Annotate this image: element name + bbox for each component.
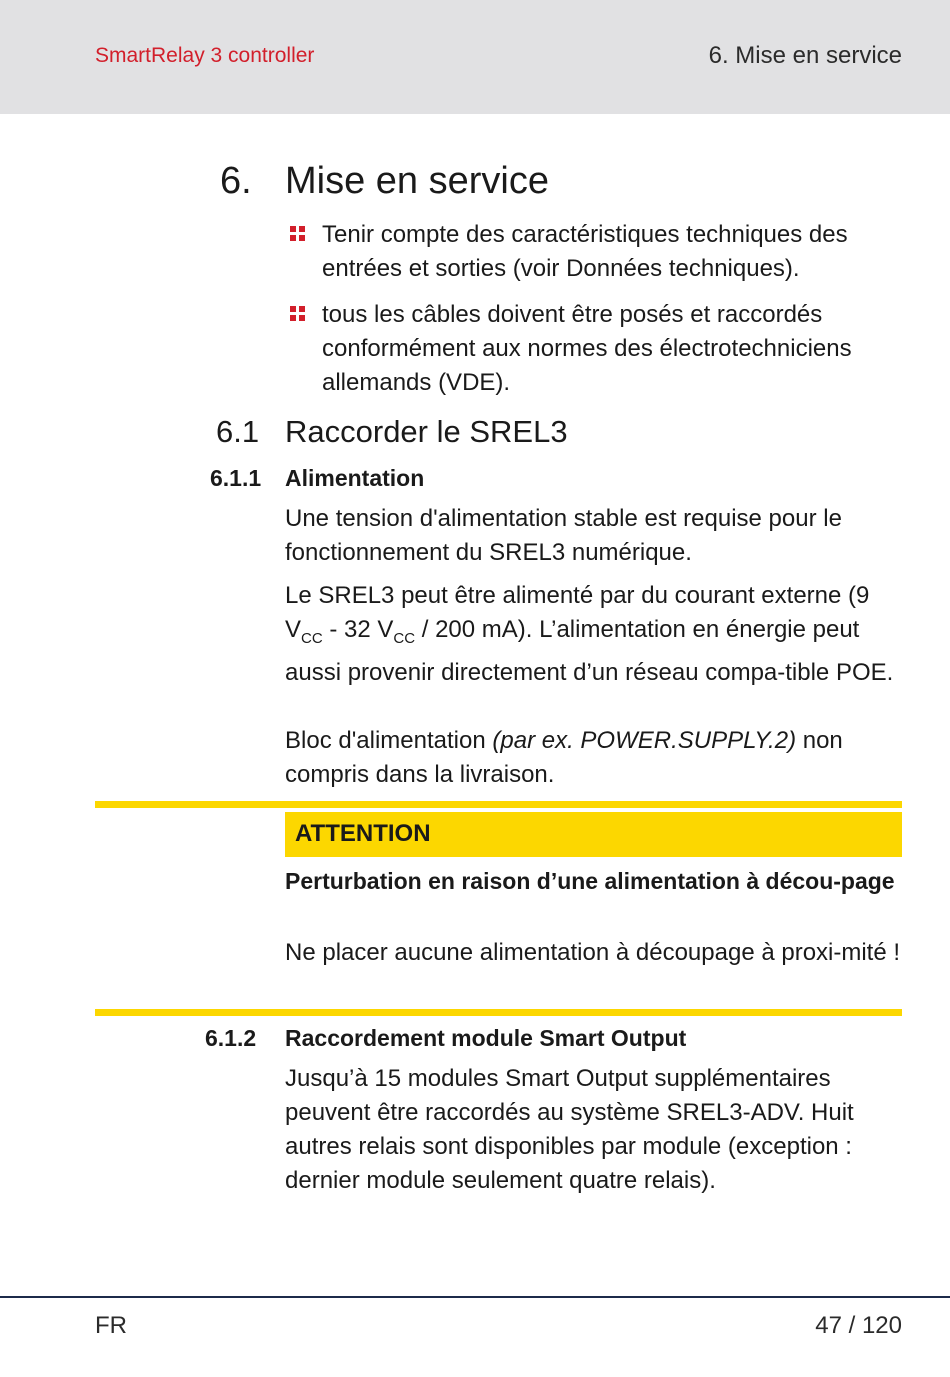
attention-title: Perturbation en raison d’une alimentation à décou-page: [285, 868, 895, 894]
bullet-item: Tenir compte des caractéristiques techniques des entrées et sorties (voir Données techniques).: [322, 221, 848, 282]
warning-divider-bottom: [95, 1009, 902, 1016]
chapter-title: Mise en service: [285, 160, 549, 202]
bullet-square-icon: [290, 306, 306, 322]
page-number: 47 / 120: [815, 1312, 902, 1339]
footer-divider: [0, 1296, 950, 1298]
footer-language: FR: [95, 1312, 127, 1339]
paragraph-power: Le SREL3 peut être alimenté par du courant externe (9 $V_{CC} - 32$ $V_{CC} / 200$ mA). L’alimentation en énergie peut aussi provenir directement d’un réseau compa-tible POE.: [285, 582, 894, 686]
paragraph: Une tension d'alimentation stable est requise pour le fonctionnement du SREL3 numérique.: [285, 505, 842, 566]
subsection-title: Alimentation: [285, 465, 425, 491]
section-number: 6.1: [216, 414, 260, 449]
attention-banner: [285, 812, 902, 857]
paragraph-power-supply: Bloc d'alimentation (par ex. POWER.SUPPLY.2) non compris dans la livraison.: [285, 727, 843, 788]
bullet-square-icon: [290, 226, 306, 242]
subsection-number: 6.1.1: [210, 465, 262, 491]
chapter-number: 6.: [220, 160, 252, 202]
warning-divider-top: [95, 801, 902, 808]
subsection-title: Raccordement module Smart Output: [285, 1025, 687, 1051]
page-header: [0, 0, 950, 114]
product-name: SmartRelay 3 controller: [95, 44, 315, 67]
bullet-item: tous les câbles doivent être posés et raccordés conformément aux normes des électrotechniciens allemands (VDE).: [322, 301, 852, 396]
header-section-title: 6. Mise en service: [708, 42, 902, 69]
section-title: Raccorder le SREL3: [285, 414, 568, 449]
attention-text: Ne placer aucune alimentation à découpage à proxi-mité !: [285, 939, 901, 966]
paragraph: Jusqu’à 15 modules Smart Output supplémentaires peuvent être raccordés au système SREL3-ADV. Huit autres relais sont disponibles par module (exception : dernier module seulement quatre relais).: [285, 1065, 854, 1194]
subsection-number: 6.1.2: [205, 1025, 257, 1051]
attention-label: ATTENTION: [295, 820, 431, 847]
